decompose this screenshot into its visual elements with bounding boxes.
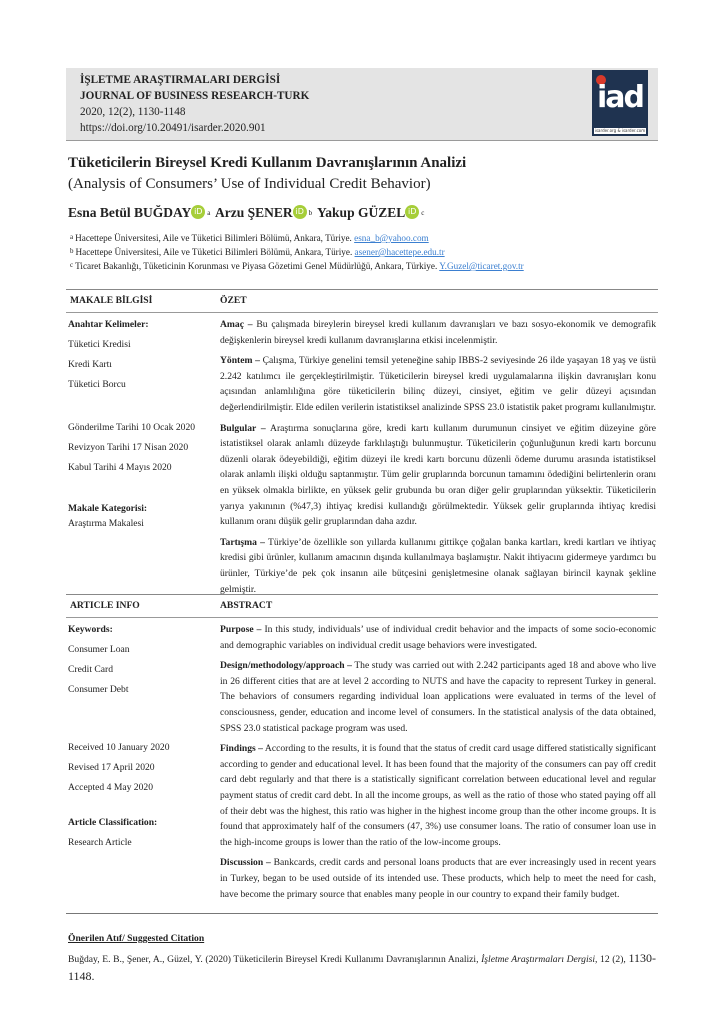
keyword: Consumer Loan	[68, 644, 130, 655]
paragraph-label: Design/methodology/approach –	[220, 660, 352, 672]
date-revised: Revised 17 April 2020	[68, 762, 155, 773]
article-info	[68, 622, 213, 855]
article-subtitle: (Analysis of Consumers’ Use of Individual Credit Behavior)	[68, 176, 431, 192]
abstract-paragraph	[220, 855, 656, 902]
paragraph-label: Tartışma –	[220, 536, 265, 548]
affiliation	[68, 233, 429, 243]
journal-name-tr: İŞLETME ARAŞTIRMALARI DERGİSİ	[80, 74, 281, 86]
affiliation-text: Ticaret Bakanlığı, Tüketicinin Korunması ve Piyasa Gözetimi Genel Müdürlüğü, Ankara, Türkiye.	[75, 261, 438, 271]
journal-logo	[592, 70, 648, 136]
abstract-body	[220, 622, 656, 907]
divider	[66, 594, 658, 595]
abstract-header: ABSTRACT	[220, 600, 273, 611]
category-label: Article Classification:	[68, 817, 158, 828]
keyword: Credit Card	[68, 664, 114, 675]
logo-text: iad	[596, 80, 643, 115]
paragraph-text: According to the results, it is found that the status of credit card usage differed statistically significant according to gender and educational level. It has been found that the majority of the consumers can pay off credit card debt regularly and that there is a statistically significant correlation between educational level and regular payment status of credit card debt. In all the income groups, as well as the ratio of those who stated paying off all of their debt was the highest, this ratio was higher in the highest income group than the other income groups. It is found that approximately half of the consumers (47, 3%) use consumer loans. The ratio of consumer loan use in the high-income groups is lower than the ratio of the low-income groups.	[220, 743, 656, 848]
keywords-label: Anahtar Kelimeler:	[68, 319, 149, 330]
divider	[66, 312, 658, 313]
keyword: Tüketici Borcu	[68, 379, 126, 390]
author-name: Esna Betül BUĞDAY	[68, 205, 192, 220]
paragraph-label: Discussion –	[220, 857, 271, 869]
author-name: Arzu ŞENER	[215, 205, 293, 220]
affiliation-mark: b	[308, 209, 313, 217]
abstract-paragraph	[220, 421, 656, 530]
abstract-paragraph	[220, 741, 656, 850]
paragraph-text: In this study, individuals’ use of individual credit behavior and the impacts of some socio-economic and demographic variables on individual credit usage behaviors were investigated.	[220, 624, 656, 651]
info-header: MAKALE BİLGİSİ	[70, 295, 153, 306]
date-accepted: Kabul Tarihi 4 Mayıs 2020	[68, 462, 172, 473]
abstract-paragraph	[220, 535, 656, 597]
author-name: Yakup GÜZEL	[317, 205, 406, 220]
paragraph-text: Türkiye’de özellikle son yıllarda kullanımı gittikçe çoğalan banka kartları, kredi kartları ve ihtiyaç kredisi gibi ürünler, kullanım amacının dışında kullanılmaya başlamıştır. Nakit ihtiyacını gidermeye yardımcı bu ürünler, Türkiye’de pek çok insanın aile bütçesini genişletmesine olanak sağlayan birincil kaynak şekline gelmiştir.	[220, 536, 656, 595]
paragraph-text: The study was carried out with 2.242 participants aged 18 and above who live in 26 different cities that are at level 2 according to NUTS and have the capacity to represent Turkey in general. The behaviors of consumers regarding individual loan applications were evaluated in terms of the level of consciousness, gender, education and income level of consumers. In the statistical analysis of the data obtained, SPSS 23.0 statistical package program was used.	[220, 660, 656, 734]
abstract-paragraph	[220, 622, 656, 653]
abstract-header: ÖZET	[220, 295, 247, 306]
date-accepted: Accepted 4 May 2020	[68, 782, 153, 793]
affiliation-mark: b	[70, 247, 74, 255]
category: Research Article	[68, 837, 132, 848]
affiliation-mark: a	[70, 233, 74, 241]
article-title: Tüketicilerin Bireysel Kredi Kullanım Davranışlarının Analizi	[68, 155, 467, 171]
abstract-paragraph	[220, 353, 656, 415]
citation-volume: 12 (2),	[597, 954, 629, 965]
affiliation	[68, 247, 445, 257]
email-link[interactable]: esna_b@yahoo.com	[354, 233, 429, 243]
journal-name-en: JOURNAL OF BUSINESS RESEARCH-TURK	[80, 90, 310, 102]
paragraph-text: Çalışma, Türkiye genelini temsil yeteneğine sahip IBBS-2 seviyesinde 26 ilde yaşayan 18 yaş ve üstü 2.242 katılımcı ile gerçekleştirilmiştir. Tüketicilerin bireysel kredi uygulamalarına ilişkin davranışları konu açısından anlamlılığına göre tüketicilerin bilinç düzeyi, cinsiyet, eğitim ve gelir düzeyi açısından değerlendirilmiştir. Elde edilen verilerin istatistiksel analizinde SPSS 23.0 istatistik paket programı kullanılmıştır.	[220, 355, 656, 413]
paragraph-label: Bulgular –	[220, 422, 266, 434]
date-received: Gönderilme Tarihi 10 Ocak 2020	[68, 422, 196, 433]
affiliation-text: Hacettepe Üniversitesi, Aile ve Tüketici Bilimleri Bölümü, Ankara, Türiye.	[75, 233, 352, 243]
affiliation	[68, 261, 524, 271]
keyword: Consumer Debt	[68, 684, 129, 695]
doi-link[interactable]: https://doi.org/10.20491/isarder.2020.901	[80, 122, 266, 134]
citation-body: Buğday, E. B., Şener, A., Güzel, Y. (2020) Tüketicilerin Bireysel Kredi Kullanımı Davranışlarının Analizi,	[68, 954, 482, 965]
citation-heading: Önerilen Atıf/ Suggested Citation	[68, 933, 205, 944]
divider	[66, 617, 658, 618]
date-received: Received 10 January 2020	[68, 742, 170, 753]
affiliation-mark: a	[207, 209, 211, 217]
category: Araştırma Makalesi	[68, 518, 144, 529]
email-link[interactable]: asener@hacettepe.edu.tr	[354, 247, 445, 257]
paragraph-label: Amaç –	[220, 319, 253, 330]
affiliation-text: Hacettepe Üniversitesi, Aile ve Tüketici Bilimleri Bölümü, Ankara, Türiye.	[75, 247, 353, 257]
info-header: ARTICLE INFO	[70, 600, 140, 611]
paragraph-label: Yöntem –	[220, 355, 260, 367]
abstract-body	[220, 317, 656, 602]
keywords-label: Keywords:	[68, 624, 113, 635]
abstract-paragraph	[220, 317, 656, 348]
journal-header	[66, 68, 658, 141]
paragraph-text: Bu çalışmada bireylerin bireysel kredi kullanım davranışları ve bazı sosyo-ekonomik ve demografik değişkenlerin bireysel kredi kullanım davranışlarına etkisi incelenmiştir.	[220, 319, 656, 346]
citation-pages: 1130-1148.	[68, 951, 656, 983]
date-revised: Revizyon Tarihi 17 Nisan 2020	[68, 442, 189, 453]
english-abstract-section	[66, 594, 658, 914]
orcid-icon[interactable]: iD	[405, 205, 419, 219]
divider	[66, 913, 658, 914]
journal-issue: 2020, 12(2), 1130-1148	[80, 106, 186, 118]
affiliation-mark: c	[70, 261, 74, 269]
paragraph-text: Bankcards, credit cards and personal loans products that are ever increasingly used in recent years in Turkey, began to be used outside of its intended use. These products, which help to meet the need for cash, have become the primary source that enables many people in our country to expand their family budget.	[220, 857, 656, 900]
category-label: Makale Kategorisi:	[68, 503, 148, 514]
divider	[66, 289, 658, 290]
affiliation-mark: c	[421, 209, 425, 217]
paragraph-label: Purpose –	[220, 624, 262, 635]
orcid-icon[interactable]: iD	[191, 205, 205, 219]
citation-journal: İşletme Araştırmaları Dergisi,	[481, 954, 598, 965]
article-info	[68, 317, 213, 536]
keyword: Tüketici Kredisi	[68, 339, 131, 350]
paragraph-label: Findings –	[220, 743, 263, 755]
abstract-paragraph	[220, 658, 656, 736]
email-link[interactable]: Y.Guzel@ticaret.gov.tr	[439, 261, 524, 271]
paragraph-text: Araştırma sonuçlarına göre, kredi kartı kullanım durumunun cinsiyet ve eğitim düzeyine göre istatistiksel olarak anlamlı düzeyde farklılaştığı bulunmuştur. Tüketicilerin çoğunluğunun kredi kartı borcunu düzenli olarak ödeyebildiği, eğitim düzeyi ile kredi kartı borcunu düzenli ödeme durumu arasında istatistiksel olarak anlamlı ilişki olduğu saptanmıştır. Tüm gelir gruplarında borcunun tamamını ödediğini belirtenlerin oranı en yüksek olmakla birlikte, en yüksek gelir grubunda bu oran diğer gelir gruplarından yüksektir. Tüketicilerin yarıya yakınının (%47,3) ihtiyaç kredisi kullandığı görülmektedir. Yüksek gelir gruplarında ihtiyaç kredisi kullanım oranı düşük gelir gruplarından daha azdır.	[220, 422, 656, 528]
citation-text	[68, 950, 656, 986]
turkish-abstract-section	[66, 289, 658, 595]
keyword: Kredi Kartı	[68, 359, 112, 370]
author-list	[68, 205, 426, 221]
logo-caption: isarder.org & isarder.com	[594, 128, 646, 133]
orcid-icon[interactable]: iD	[293, 205, 307, 219]
